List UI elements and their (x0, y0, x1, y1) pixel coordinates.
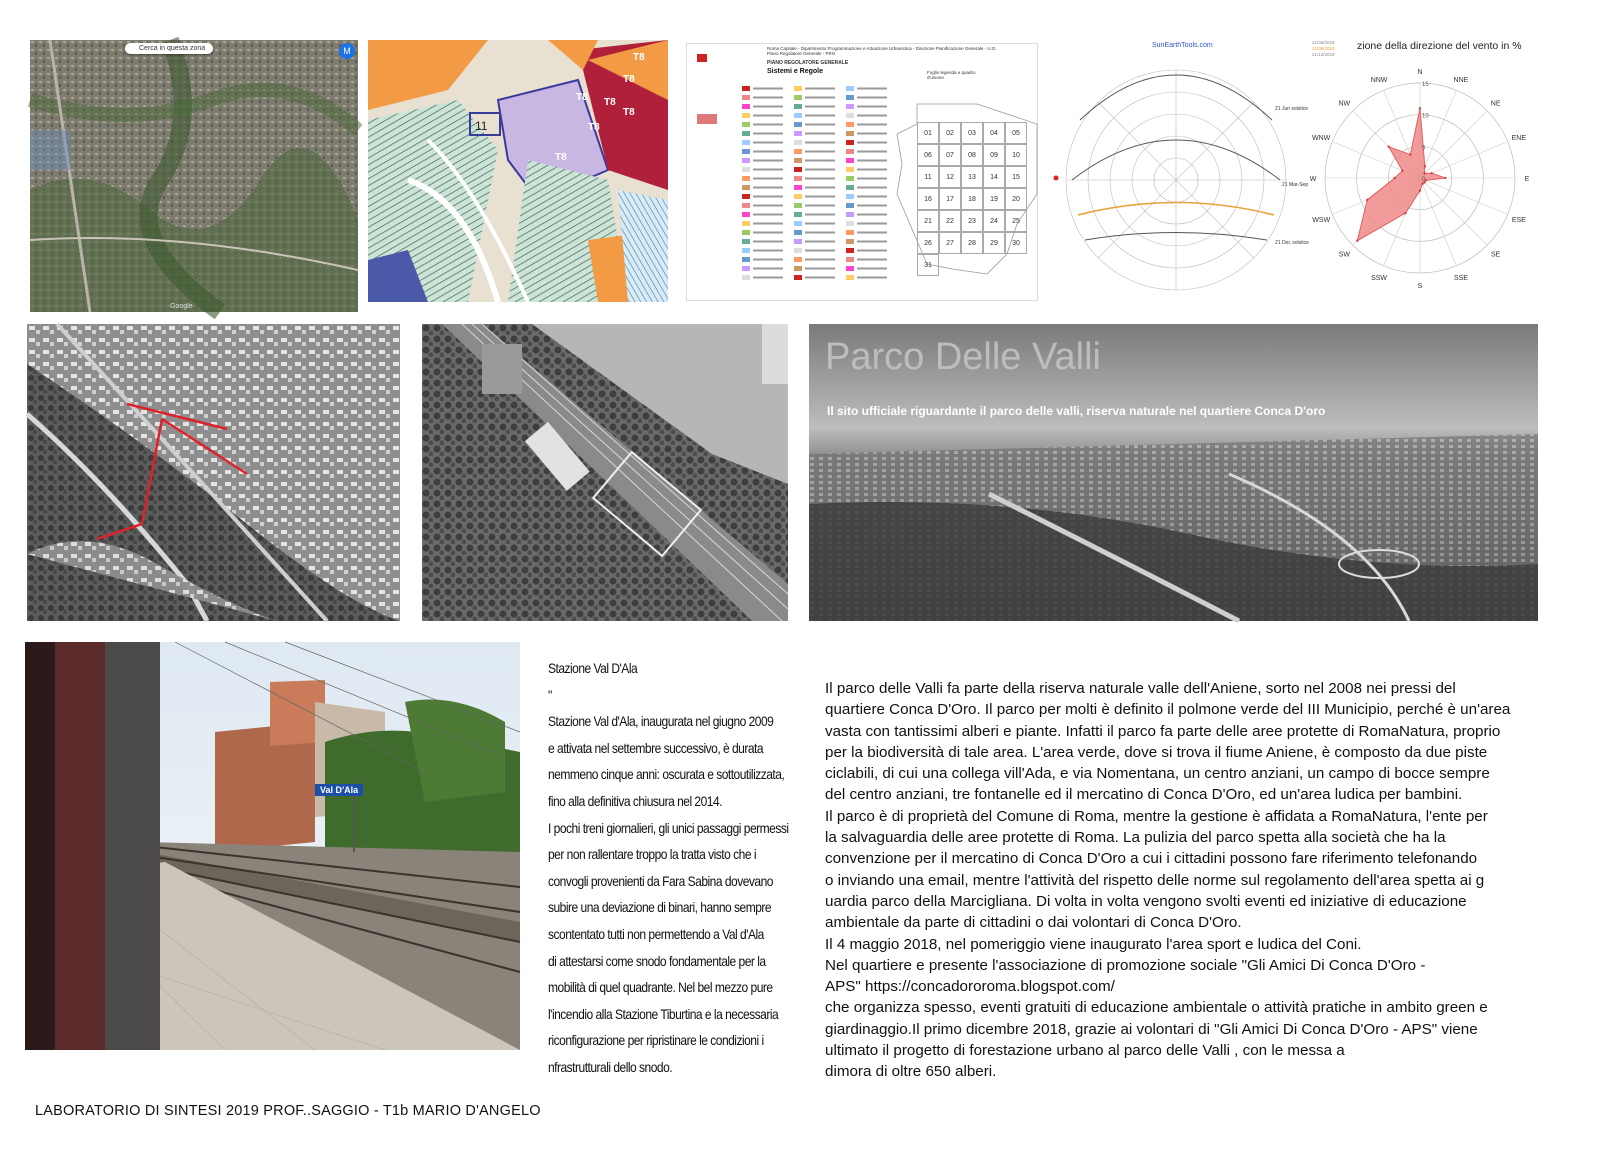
satellite-map-image (30, 40, 358, 312)
legend-swatch (794, 131, 802, 136)
prg-sheet-cell: 20 (1005, 188, 1027, 210)
legend-text-line (805, 88, 835, 90)
legend-text-line (753, 205, 783, 207)
aerial-railway-image (422, 324, 788, 621)
legend-swatch (742, 86, 750, 91)
legend-text-line (857, 124, 887, 126)
station-photo (25, 642, 520, 1050)
prg-sheet-cell: 22 (939, 210, 961, 232)
station-heading: Stazione Val D'Ala (548, 660, 638, 676)
legend-text-line (753, 115, 783, 117)
legend-swatch (794, 203, 802, 208)
legend-swatch (846, 95, 854, 100)
legend-text-line (857, 178, 887, 180)
legend-swatch (846, 221, 854, 226)
legend-text-line (805, 106, 835, 108)
legend-swatch (794, 158, 802, 163)
legend-text-line (753, 241, 783, 243)
wind-data-point (1387, 145, 1389, 147)
legend-text-line (753, 259, 783, 261)
legend-text-line (857, 151, 887, 153)
legend-text-line (753, 88, 783, 90)
wind-rose-panel (1309, 38, 1564, 298)
wind-direction-label: SSE (1453, 274, 1468, 282)
wind-spoke (1420, 178, 1508, 214)
prg-sheet-cell: 26 (917, 232, 939, 254)
legend-text-line (857, 232, 887, 234)
legend-text-line (753, 97, 783, 99)
prg-plan-title: PIANO REGOLATORE GENERALE (767, 60, 849, 66)
legend-text-line (857, 97, 887, 99)
legend-text-line (857, 250, 887, 252)
zone-label: T8 (555, 152, 567, 163)
zone-label: T8 (576, 92, 588, 103)
park-body: Il parco delle Valli fa parte della riserva naturale valle dell'Aniene, sorto nel 2008 nei pressi del quartiere Conca D'Oro. Il parco per molti è definito il polmone verde del III Municipio, perché è un'area vasta con tantissimi alberi e piante. Infatti il parco fa parte delle aree protette di RomaNatura, proprio per la biodiversità di tale area. L'area verde, dove si trova il fiume Aniene, è composto da due piste ciclabili, di cui una collega vill'Ada, e via Nomentana, un centro anziani, un campo di bocce sempre del centro anziani, tre fontanelle ed il mercatino di Conca D'Oro, ed un'area ludica per bambini. Il parco è di proprietà del Comune di Roma, mentre la gestione è affidata a RomaNatura, l'ente per la salvaguardia delle aree protette di Roma. La pulizia del parco spetta alla società che ha la convenzione per il mercatino di Conca D'Oro a cui i cittadini possono fare riferimento telefonando o inviando una email, mentre l'attività del rispetto delle norme sul regolamento dell'area spetta ai g uardia parco della Marcigliana. Di volta in volta vengono svolti eventi ed iniziative di educazione ambientale da parte di cittadini o dai volontari di Conca D'Oro. Il 4 maggio 2018, nel pomeriggio viene inaugurato l'area sport e ludica del Coni. Nel quartiere e presente l'associazione di promozione sociale "Gli Amici Di Conca D'Oro - APS" https://concadororoma.blogspot.com/ che organizza spesso, eventi gratuiti di educazione ambientale o attività pratiche in ambito green e giardinaggio.Il primo dicembre 2018, grazie ai volontari di "Gli Amici Di Conca D'Oro - APS" viene ultimato il progetto di forestazione urbano al parco delle Valli , con le messa a dimora di oltre 650 alberi. (825, 680, 1511, 1081)
prg-sheet-cell: 09 (983, 144, 1005, 166)
legend-swatch (742, 230, 750, 235)
legend-swatch (794, 194, 802, 199)
legend-swatch (846, 194, 854, 199)
wind-data-point (1419, 107, 1421, 109)
zoning-map-panel (368, 40, 668, 302)
wind-data-point (1421, 183, 1423, 185)
wind-data-point (1444, 177, 1446, 179)
legend-swatch (846, 185, 854, 190)
legend-text-line (857, 214, 887, 216)
legend-text-line (753, 133, 783, 135)
legend-text-line (805, 142, 835, 144)
legend-swatch (742, 104, 750, 109)
legend-text-line (857, 133, 887, 135)
legend-text-line (805, 196, 835, 198)
wind-data-point (1419, 189, 1421, 191)
footer-credit: LABORATORIO DI SINTESI 2019 PROF..SAGGIO - T1b MARIO D'ANGELO (35, 1103, 541, 1119)
legend-text-line (805, 97, 835, 99)
wind-legend-item: 21/09/2019 (1312, 46, 1335, 51)
wind-direction-label: WNW (1312, 135, 1331, 143)
legend-text-line (857, 196, 887, 198)
legend-text-line (805, 178, 835, 180)
legend-swatch (742, 221, 750, 226)
legend-text-line (857, 160, 887, 162)
legend-swatch (846, 131, 854, 136)
legend-swatch (794, 239, 802, 244)
legend-swatch (794, 113, 802, 118)
prg-sheet-cell: 12 (939, 166, 961, 188)
prg-sheet-title: Sistemi e Regole (767, 68, 824, 75)
legend-swatch (846, 167, 854, 172)
legend-swatch (742, 158, 750, 163)
prg-sheet-cell: 06 (917, 144, 939, 166)
legend-text-line (753, 160, 783, 162)
legend-swatch (846, 248, 854, 253)
wind-spoke (1420, 178, 1487, 245)
parco-banner-title: Parco Delle Valli (825, 336, 1101, 378)
prg-sheet-grid (917, 122, 1037, 302)
legend-text-line (805, 214, 835, 216)
aerial-photo-left (27, 324, 400, 621)
legend-text-line (805, 115, 835, 117)
legend-swatch (846, 176, 854, 181)
wind-data-point (1431, 172, 1433, 174)
legend-text-line (805, 259, 835, 261)
prg-sheet-cell: 16 (917, 188, 939, 210)
legend-text-line (805, 205, 835, 207)
wind-spoke (1420, 111, 1487, 178)
prg-sheet-cell: 15 (1005, 166, 1027, 188)
legend-text-line (753, 196, 783, 198)
legend-text-line (857, 259, 887, 261)
legend-swatch (846, 122, 854, 127)
wind-direction-label: W (1309, 176, 1317, 183)
prg-sheet-cell: 28 (961, 232, 983, 254)
parco-banner-subtitle: Il sito ufficiale riguardante il parco delle valli, riserva naturale nel quartiere Conca D'oro (827, 404, 1326, 418)
wind-data-point (1401, 170, 1403, 172)
legend-text-line (753, 232, 783, 234)
legend-swatch (742, 239, 750, 244)
legend-text-line (857, 106, 887, 108)
legend-text-line (857, 205, 887, 207)
wind-direction-label: SSW (1371, 274, 1388, 282)
legend-swatch (846, 239, 854, 244)
legend-text-line (857, 142, 887, 144)
prg-sheet-cell: 08 (961, 144, 983, 166)
legend-text-line (753, 169, 783, 171)
legend-text-line (753, 106, 783, 108)
aerial-bw-image (27, 324, 400, 621)
station-body: Stazione Val d'Ala, inaugurata nel giugno 2009 e attivata nel settembre successivo, è durata nemmeno cinque anni: oscurata e sottoutilizzata, fino alla definitiva chiusura nel 2014. I pochi treni giornalieri, gli unici passaggi permessi per non rallentare troppo la tratta visto che i convogli provenienti da Fara Sabina dovevano subire una deviazione di binari, hanno sempre scontentato tutti non permettendo a Val d'Ala di attestarsi come snodo fondamentale per la mobilità di quel quadrante. Nel bel mezzo pure l'incendio alla Stazione Tiburtina e la necessaria riconfigurazione per ripristinare le condizioni i nfrastrutturali dello snodo. (548, 713, 789, 1075)
legend-swatch (846, 230, 854, 235)
legend-swatch (742, 131, 750, 136)
wind-spoke (1420, 142, 1508, 178)
legend-swatch (794, 257, 802, 262)
wind-direction-label: NE (1490, 100, 1501, 108)
legend-swatch (846, 212, 854, 217)
park-description (825, 678, 1575, 1083)
legend-swatch (794, 212, 802, 217)
legend-swatch (794, 149, 802, 154)
prg-sheet-cell: 24 (983, 210, 1005, 232)
wind-direction-label: S (1417, 283, 1423, 290)
legend-text-line (805, 151, 835, 153)
legend-swatch (742, 203, 750, 208)
legend-text-line (857, 88, 887, 90)
legend-swatch (742, 176, 750, 181)
station-description (548, 655, 797, 1081)
prg-sheet-cell: 13 (961, 166, 983, 188)
legend-swatch (742, 113, 750, 118)
legend-text-line (753, 268, 783, 270)
wind-spoke (1420, 178, 1456, 266)
legend-swatch (794, 95, 802, 100)
legend-text-line (753, 250, 783, 252)
legend-text-line (753, 151, 783, 153)
prg-sheet-cell: 31 (917, 254, 939, 276)
legend-text-line (805, 277, 835, 279)
legend-text-line (857, 223, 887, 225)
prg-sheet-cell: 23 (961, 210, 983, 232)
wind-direction-label: N (1417, 69, 1423, 76)
wind-ring-label: 5 (1422, 145, 1426, 152)
wind-ring-label: 10 (1422, 113, 1429, 120)
legend-text-line (805, 241, 835, 243)
legend-swatch (742, 185, 750, 190)
zone-label: T8 (588, 122, 600, 133)
prg-sheet-cell: 02 (939, 122, 961, 144)
wind-direction-label: SW (1338, 251, 1350, 259)
prg-header-line: Roma Capitale - Dipartimento Programmazione e Attuazione Urbanistica - Direzione Pianificazione Generale - U.O. Piano Regolatore Generale - PRG (767, 46, 997, 56)
prg-sheet-cell: 30 (1005, 232, 1027, 254)
prg-sheet-cell: 04 (983, 122, 1005, 144)
legend-text-line (805, 133, 835, 135)
legend-swatch (846, 203, 854, 208)
wind-direction-label: NNE (1453, 77, 1469, 85)
legend-text-line (857, 277, 887, 279)
sunpath-title: SunEarthTools.com (1152, 42, 1213, 49)
legend-swatch (794, 248, 802, 253)
prg-sheet-cell: 25 (1005, 210, 1027, 232)
wind-data-point (1356, 239, 1358, 241)
legend-swatch (742, 149, 750, 154)
legend-swatch (742, 95, 750, 100)
zone-label: T8 (633, 52, 645, 63)
legend-swatch (794, 230, 802, 235)
legend-swatch (794, 104, 802, 109)
legend-swatch (846, 86, 854, 91)
prg-index-label: Foglio legenda e quadro d'unione (927, 70, 976, 80)
wind-direction-label: WSW (1312, 216, 1331, 224)
sunpath-date-label: 21 Jun solstice (1275, 106, 1309, 112)
legend-text-line (857, 187, 887, 189)
parco-website-banner (809, 324, 1538, 621)
prg-sheet-cell: 10 (1005, 144, 1027, 166)
legend-swatch (846, 149, 854, 154)
legend-swatch (742, 140, 750, 145)
aerial-photo-middle (422, 324, 788, 621)
prg-sheet-cell: 11 (917, 166, 939, 188)
prg-legend-panel (686, 43, 1038, 301)
legend-swatch (794, 140, 802, 145)
legend-text-line (805, 169, 835, 171)
legend-swatch (794, 176, 802, 181)
wind-data-point (1424, 165, 1426, 167)
wind-ring-label: 0 (1422, 177, 1426, 183)
station-platform-image (25, 642, 520, 1050)
wind-direction-label: SE (1490, 251, 1501, 259)
zoning-map-image (368, 40, 668, 302)
wind-direction-label: ENE (1511, 135, 1527, 143)
prg-sheet-cell: 29 (983, 232, 1005, 254)
legend-swatch (742, 122, 750, 127)
prg-sheet-cell: 03 (961, 122, 983, 144)
legend-swatch (846, 104, 854, 109)
station-sign: Val D'Ala (315, 784, 363, 796)
legend-text-line (805, 124, 835, 126)
legend-swatch (794, 275, 802, 280)
prg-sheet-cell: 07 (939, 144, 961, 166)
station-quote-mark: " (548, 686, 552, 703)
legend-text-line (805, 250, 835, 252)
wind-data-point (1366, 199, 1368, 201)
wind-legend-item: 21/12/2019 (1312, 52, 1335, 57)
legend-swatch (846, 158, 854, 163)
zone-label: T8 (604, 97, 616, 108)
prg-sheet-cell: 19 (983, 188, 1005, 210)
legend-swatch (742, 257, 750, 262)
legend-swatch (794, 122, 802, 127)
legend-swatch (846, 140, 854, 145)
legend-swatch (794, 266, 802, 271)
legend-swatch (846, 257, 854, 262)
legend-swatch (794, 185, 802, 190)
sunpath-date-label: 21 Dec solstice (1275, 240, 1309, 246)
legend-swatch (846, 266, 854, 271)
sunpath-date-label: 21 Mar-Sep (1282, 182, 1309, 188)
wind-direction-label: ESE (1511, 216, 1526, 224)
legend-swatch (794, 86, 802, 91)
legend-swatch (846, 275, 854, 280)
wind-legend-item: 21/06/2019 (1312, 40, 1335, 45)
legend-text-line (753, 124, 783, 126)
legend-text-line (805, 223, 835, 225)
legend-swatch (794, 167, 802, 172)
wind-data-point (1409, 153, 1411, 155)
map-search-input[interactable]: Cerca in questa zona (125, 43, 213, 54)
prg-sheet-cell: 27 (939, 232, 961, 254)
legend-text-line (857, 241, 887, 243)
prg-sheet-cell: 21 (917, 210, 939, 232)
map-brand-label: Google (170, 303, 193, 310)
wind-data-point (1423, 172, 1425, 174)
legend-text-line (753, 142, 783, 144)
satellite-map-panel (30, 40, 358, 312)
legend-text-line (805, 268, 835, 270)
wind-ring-label: 15 (1422, 82, 1429, 88)
legend-text-line (857, 268, 887, 270)
legend-text-line (753, 187, 783, 189)
legend-text-line (753, 223, 783, 225)
wind-rose-chart (1309, 38, 1564, 298)
legend-text-line (753, 214, 783, 216)
legend-text-line (857, 169, 887, 171)
legend-text-line (857, 115, 887, 117)
legend-text-line (753, 277, 783, 279)
legend-swatch (742, 266, 750, 271)
zone-label: 11 (475, 119, 488, 133)
legend-swatch (794, 221, 802, 226)
wind-data-point (1404, 212, 1406, 214)
wind-data-point (1393, 177, 1395, 179)
profile-badge[interactable]: M (339, 43, 355, 59)
legend-text-line (805, 232, 835, 234)
wind-direction-label: NW (1338, 100, 1351, 108)
prg-sheet-cell: 18 (961, 188, 983, 210)
prg-sheet-cell: 01 (917, 122, 939, 144)
wind-direction-label: NNW (1370, 77, 1388, 85)
wind-spoke (1420, 90, 1456, 178)
legend-text-line (805, 160, 835, 162)
prg-sheet-cell: 14 (983, 166, 1005, 188)
prg-sheet-cell: 17 (939, 188, 961, 210)
wind-direction-label: E (1524, 176, 1530, 183)
legend-swatch (742, 275, 750, 280)
prg-sheet-cell: 05 (1005, 122, 1027, 144)
wind-rose-title: zione della direzione del vento in % (1357, 40, 1522, 52)
legend-swatch (846, 113, 854, 118)
legend-swatch (742, 248, 750, 253)
zone-label: T8 (623, 107, 635, 118)
legend-text-line (805, 187, 835, 189)
legend-swatch (742, 212, 750, 217)
legend-swatch (742, 194, 750, 199)
legend-text-line (753, 178, 783, 180)
legend-swatch (742, 167, 750, 172)
sunpath-diagram (1050, 40, 1302, 298)
sunpath-panel (1050, 40, 1309, 298)
zone-label: T8 (623, 74, 635, 85)
